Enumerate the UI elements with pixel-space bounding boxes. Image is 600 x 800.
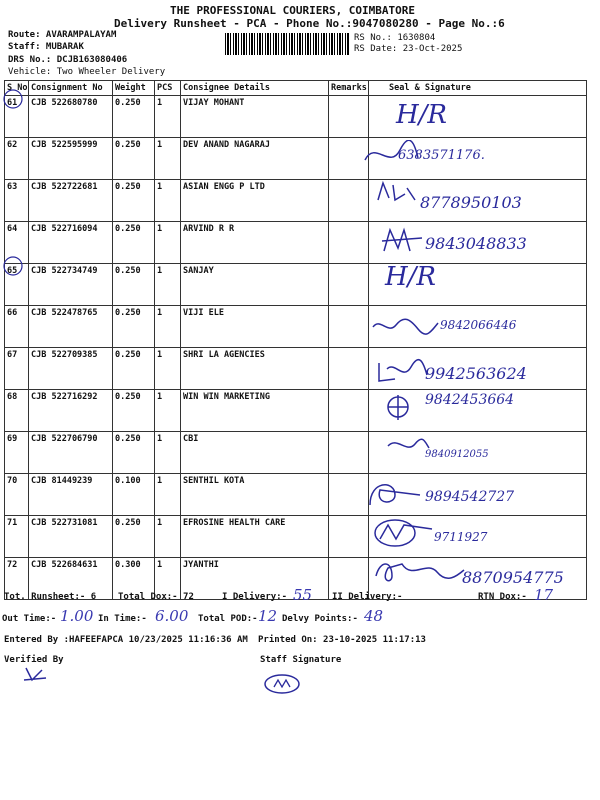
signature-scribble-67 (375, 355, 430, 385)
in-time-label: In Time:- (98, 614, 147, 624)
row-consignment: CJB 522716094 (29, 222, 113, 264)
ii-delivery-label: II Delivery:- (332, 592, 403, 602)
verified-by-label: Verified By (4, 655, 64, 665)
col-pcs: PCS (155, 81, 181, 96)
row-pcs: 1 (155, 138, 181, 180)
row-consignee: CBI (181, 432, 329, 474)
staff-signature-label: Staff Signature (260, 655, 342, 665)
signature-scribble-66 (370, 315, 440, 337)
table-row (5, 138, 587, 180)
row-remarks (329, 516, 369, 558)
handwritten-phone-63: 8778950103 (420, 193, 522, 212)
handwritten-phone-66: 9842066446 (440, 318, 517, 332)
route-label: Route: AVARAMPALAYAM (8, 30, 117, 40)
row-consignment: CJB 522716292 (29, 390, 113, 432)
row-pcs: 1 (155, 432, 181, 474)
row-consignment: CJB 522734749 (29, 264, 113, 306)
row-consignee: VIJAY MOHANT (181, 96, 329, 138)
signature-scribble-68 (378, 392, 418, 422)
total-dox: Total Dox:- 72 (118, 592, 194, 602)
barcode (225, 33, 350, 55)
signature-scribble-63 (375, 180, 420, 205)
row-consignment: CJB 522595999 (29, 138, 113, 180)
col-consignment: Consignment No (29, 81, 113, 96)
circled-mark-65 (2, 255, 24, 277)
row-consignee: SHRI LA AGENCIES (181, 348, 329, 390)
handwritten-phone-70: 9894542727 (425, 489, 515, 505)
row-weight: 0.250 (113, 306, 155, 348)
delvy-points-label: Delvy Points:- (282, 614, 358, 624)
row-sno: 62 (5, 138, 29, 180)
vehicle-label: Vehicle: Two Wheeler Delivery (8, 67, 166, 77)
row-pcs: 1 (155, 96, 181, 138)
row-pcs: 1 (155, 390, 181, 432)
row-sno: 70 (5, 474, 29, 516)
handwritten-phone-64: 9843048833 (425, 234, 527, 253)
row-pcs: 1 (155, 222, 181, 264)
row-weight: 0.250 (113, 432, 155, 474)
row-consignment: CJB 522478765 (29, 306, 113, 348)
circled-mark-61 (2, 88, 24, 110)
i-delivery-label: I Delivery:- (222, 592, 288, 602)
entered-by: Entered By :HAFEEFAPCA 10/23/2025 11:16:36 AM (4, 635, 248, 645)
rs-no: RS No.: 1630804 (354, 33, 436, 43)
row-remarks (329, 306, 369, 348)
row-remarks (329, 474, 369, 516)
staff-signature-scribble (262, 672, 302, 696)
col-signature: Seal & Signature (369, 81, 587, 96)
row-weight: 0.250 (113, 138, 155, 180)
row-sno: 67 (5, 348, 29, 390)
table-row (5, 516, 587, 558)
row-consignment: CJB 522709385 (29, 348, 113, 390)
row-consignment: CJB 522680780 (29, 96, 113, 138)
row-sno: 64 (5, 222, 29, 264)
total-pod-label: Total POD:- (198, 614, 258, 624)
rs-date: RS Date: 23-Oct-2025 (354, 44, 463, 54)
row-remarks (329, 222, 369, 264)
i-delivery-value: 55 (293, 586, 313, 604)
company-title: THE PROFESSIONAL COURIERS, COIMBATORE (170, 4, 416, 17)
rtn-dox-value: 17 (534, 586, 554, 604)
table-row (5, 432, 587, 474)
row-consignment: CJB 522684631 (29, 558, 113, 600)
col-remarks: Remarks (329, 81, 369, 96)
signature-scribble-64 (380, 226, 425, 256)
row-consignee: ASIAN ENGG P LTD (181, 180, 329, 222)
row-pcs: 1 (155, 306, 181, 348)
row-sno: 65 (5, 264, 29, 306)
row-consignee: VIJI ELE (181, 306, 329, 348)
signature-scribble-69 (385, 434, 430, 454)
handwritten-phone-72: 8870954775 (462, 568, 564, 587)
row-pcs: 1 (155, 558, 181, 600)
row-consignment: CJB 522731081 (29, 516, 113, 558)
row-remarks (329, 180, 369, 222)
table-row (5, 96, 587, 138)
handwritten-phone-71: 9711927 (434, 530, 488, 544)
row-weight: 0.250 (113, 348, 155, 390)
row-weight: 0.250 (113, 222, 155, 264)
handwritten-phone-62: 6383571176. (398, 148, 485, 163)
row-remarks (329, 348, 369, 390)
row-consignee: SANJAY (181, 264, 329, 306)
row-consignee: EFROSINE HEALTH CARE (181, 516, 329, 558)
handwritten-hr-65: H/R (385, 262, 437, 292)
printed-on: Printed On: 23-10-2025 11:17:13 (258, 635, 426, 645)
row-sno: 71 (5, 516, 29, 558)
staff-label: Staff: MUBARAK (8, 42, 84, 52)
row-weight: 0.100 (113, 474, 155, 516)
handwritten-phone-69: 9840912055 (425, 449, 489, 460)
total-pod-value: 12 (258, 607, 278, 625)
row-weight: 0.250 (113, 516, 155, 558)
table-row (5, 264, 587, 306)
row-weight: 0.250 (113, 180, 155, 222)
row-weight: 0.300 (113, 558, 155, 600)
row-remarks (329, 96, 369, 138)
signature-scribble-71 (370, 515, 435, 550)
signature-scribble-70 (365, 475, 425, 510)
row-consignee: WIN WIN MARKETING (181, 390, 329, 432)
delvy-points-value: 48 (364, 607, 384, 625)
row-sno: 72 (5, 558, 29, 600)
row-sno: 63 (5, 180, 29, 222)
handwritten-phone-68: 9842453664 (425, 392, 515, 408)
row-pcs: 1 (155, 474, 181, 516)
row-consignee: JYANTHI (181, 558, 329, 600)
row-sno: 68 (5, 390, 29, 432)
handwritten-hr-61: H/R (396, 100, 448, 130)
row-remarks (329, 432, 369, 474)
signature-scribble-62 (360, 140, 420, 170)
verifier-signature-scribble (20, 662, 50, 686)
row-consignee: SENTHIL KOTA (181, 474, 329, 516)
row-consignee: DEV ANAND NAGARAJ (181, 138, 329, 180)
row-sno: 66 (5, 306, 29, 348)
runsheet-subtitle: Delivery Runsheet - PCA - Phone No.:9047080280 - Page No.:6 (114, 17, 505, 30)
tot-runsheet: Tot. Runsheet:- 6 (4, 592, 97, 602)
row-weight: 0.250 (113, 96, 155, 138)
row-consignee: ARVIND R R (181, 222, 329, 264)
row-consignment: CJB 522706790 (29, 432, 113, 474)
table-header-row (5, 81, 587, 96)
row-consignment: CJB 522722681 (29, 180, 113, 222)
row-weight: 0.250 (113, 264, 155, 306)
handwritten-phone-67: 9942563624 (425, 364, 527, 383)
col-consignee: Consignee Details (181, 81, 329, 96)
col-weight: Weight (113, 81, 155, 96)
row-pcs: 1 (155, 516, 181, 558)
row-sno: 61 (5, 96, 29, 138)
drs-label: DRS No.: DCJB163080406 (8, 55, 128, 65)
rtn-dox-label: RTN Dox:- (478, 592, 527, 602)
row-sno: 69 (5, 432, 29, 474)
in-time-value: 6.00 (155, 607, 189, 625)
row-pcs: 1 (155, 348, 181, 390)
row-consignment: CJB 81449239 (29, 474, 113, 516)
row-pcs: 1 (155, 180, 181, 222)
row-remarks (329, 264, 369, 306)
row-remarks (329, 390, 369, 432)
row-weight: 0.250 (113, 390, 155, 432)
runsheet-table (4, 80, 587, 600)
col-sno: S No (5, 81, 29, 96)
out-time-value: 1.00 (60, 607, 94, 625)
out-time-label: Out Time:- (2, 614, 57, 624)
signature-scribble-72 (372, 556, 467, 586)
row-pcs: 1 (155, 264, 181, 306)
